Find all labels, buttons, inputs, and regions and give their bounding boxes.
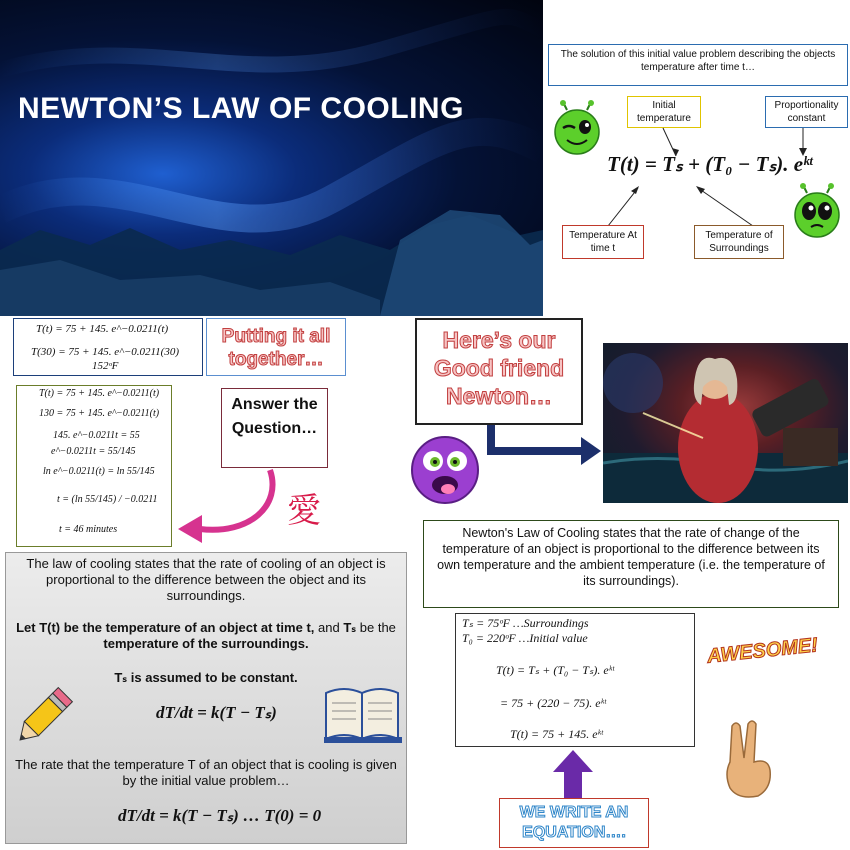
law-paragraph-3: Tₛ is assumed to be constant.	[114, 670, 298, 685]
newtons-law-statement: Newton's Law of Cooling states that the rate of change of the temperature of an object is proportional to the difference between its own temperature and the ambient temperature (i.e. the temperature of its surroundings).	[423, 520, 839, 608]
curved-arrow-icon	[170, 465, 305, 545]
love-kanji-icon: 愛	[287, 491, 321, 531]
calc2-line: t = 46 minutes	[59, 524, 118, 535]
law-p2-text-e: temperature of the surroundings.	[103, 636, 309, 651]
law-paragraph-4: The rate that the temperature T of an object that is cooling is given by the initial value problem…	[15, 757, 397, 788]
calc2-line: e^−0.0211t = 55/145	[51, 446, 136, 457]
calc2-line: t = (ln 55/145) / −0.0211	[57, 494, 158, 505]
law-paragraph-2	[10, 620, 402, 652]
law-p2-text-d: be the	[359, 620, 396, 635]
purple-smiley-icon	[408, 433, 483, 505]
newton-painting-image	[603, 343, 848, 503]
navy-arrow-icon	[485, 425, 605, 475]
putting-it-together-heading: Putting it all together…	[206, 318, 346, 376]
eq-line: T(t) = Tₛ + (T₀ − Tₛ). eᵏᵗ	[496, 663, 615, 677]
solution-equation: T(t) = Tₛ + (T₀ − Tₛ). eᵏᵗ	[607, 152, 813, 176]
solution-caption: The solution of this initial value problem describing the objects temperature after time t…	[548, 44, 848, 86]
eq-line: T(t) = 75 + 145. eᵏᵗ	[510, 727, 603, 741]
calculation-box-1	[13, 318, 203, 376]
calc1-line1: T(t) = 75 + 145. e^−0.0211(t)	[36, 323, 169, 335]
answer-the-question-label: Answer the Question…	[221, 388, 328, 468]
aurora-background	[0, 0, 543, 316]
title-banner	[0, 0, 543, 316]
we-write-an-equation-label: WE WRITE AN EQUATION….	[499, 798, 649, 848]
calc1-line3: 152ᵒF	[92, 360, 119, 372]
awesome-sticker-icon: AWESOME!	[706, 634, 819, 668]
open-book-icon	[322, 683, 404, 745]
pencil-icon	[8, 685, 76, 751]
calculation-box-2	[16, 385, 172, 547]
law-paragraph-1: The law of cooling states that the rate of cooling of an object is proportional to the difference between the object and its surroundings.	[26, 556, 386, 603]
law-p2-text-c: Tₛ	[343, 620, 357, 635]
equation-derivation-box	[455, 613, 695, 747]
purple-up-arrow-icon	[553, 750, 593, 798]
page-title: NEWTON’S LAW OF COOLING	[18, 92, 464, 125]
label-proportionality-constant: Proportionality constant	[765, 96, 848, 128]
law-p2-text-a: Let T(t) be the temperature of an object at time t,	[16, 620, 315, 635]
label-initial-temperature: Initial temperature	[627, 96, 701, 128]
calc1-line2: T(30) = 75 + 145. e^−0.0211(30)	[31, 346, 179, 358]
eq-line: T₀ = 220ᵒF …Initial value	[462, 631, 588, 645]
newton-painting-art	[603, 343, 848, 503]
calc2-line: 145. e^−0.0211t = 55	[53, 430, 140, 441]
worried-alien-icon	[793, 183, 843, 241]
peace-hand-icon	[718, 718, 778, 800]
calc2-line: 130 = 75 + 145. e^−0.0211(t)	[39, 408, 160, 419]
law-equation-2: dT/dt = k(T − Tₛ) … T(0) = 0	[118, 806, 322, 825]
law-p2-text-b: and	[318, 620, 340, 635]
label-temperature-at-time-t: Temperature At time t	[562, 225, 644, 259]
calc2-line: ln e^−0.0211(t) = ln 55/145	[43, 466, 155, 477]
law-equation-1: dT/dt = k(T − Tₛ)	[156, 703, 277, 722]
label-temperature-of-surroundings: Temperature of Surroundings	[694, 225, 784, 259]
good-friend-newton-heading: Here’s our Good friend Newton…	[415, 318, 583, 425]
eq-line: = 75 + (220 − 75). eᵏᵗ	[500, 696, 607, 710]
winking-alien-icon	[553, 100, 603, 158]
calc2-line: T(t) = 75 + 145. e^−0.0211(t)	[39, 388, 160, 399]
eq-line: Tₛ = 75ᵒF …Surroundings	[462, 616, 589, 630]
